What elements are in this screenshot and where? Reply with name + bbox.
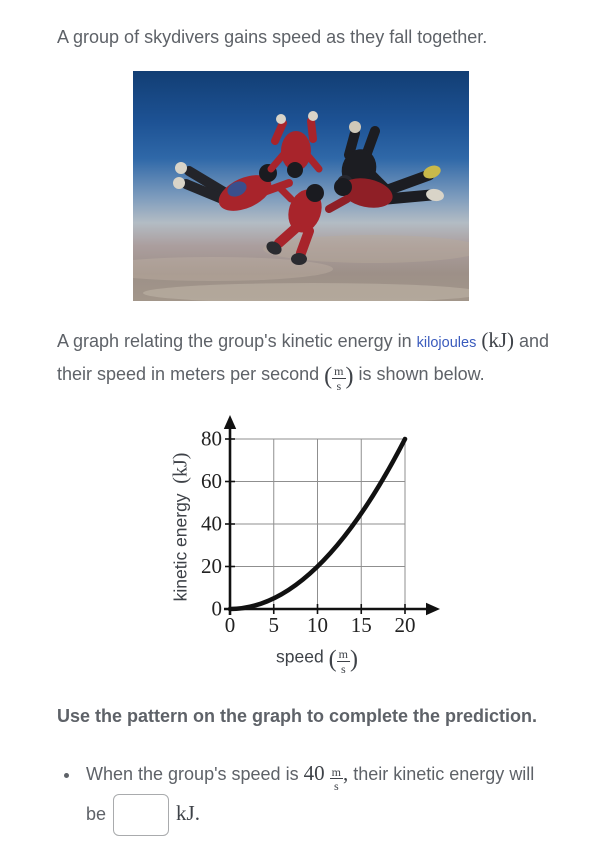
description-before-link: A graph relating the group's kinetic energy in: [57, 331, 412, 351]
svg-text:5: 5: [268, 613, 279, 638]
speed-value: 40: [303, 761, 325, 786]
x-axis-unit: ( $\frac{m}{s}$ ): [328, 646, 358, 676]
kilojoules-link[interactable]: kilojoules: [416, 335, 477, 351]
svg-text:20: 20: [201, 554, 222, 579]
x-axis-arrow: [426, 603, 440, 615]
answer-input[interactable]: [113, 794, 169, 836]
svg-text:15: 15: [350, 613, 372, 638]
svg-text:40: 40: [201, 511, 222, 536]
tick-marks: [225, 439, 405, 614]
svg-text:0: 0: [211, 596, 222, 621]
prediction-after-math: their kinetic energy: [353, 764, 505, 785]
x-axis-label: speed ( $\frac{m}{s}$ ): [276, 646, 358, 676]
svg-text:80: 80: [201, 426, 222, 451]
intro-text: A group of skydivers gains speed as they fall together.: [57, 27, 488, 47]
haze-cloud: [143, 283, 469, 301]
skydivers-illustration: [133, 71, 469, 301]
prediction-before-math: When the group's speed is: [86, 764, 299, 785]
y-tick-labels: [201, 427, 222, 621]
y-axis-label: kinetic energy (kJ): [169, 452, 192, 602]
description-middle: and their speed in meters per second: [57, 331, 550, 384]
math-comma: ,: [342, 761, 349, 786]
x-tick-labels: [225, 613, 416, 637]
prediction-line2: will be: [86, 764, 535, 824]
speed-unit-fraction: $\frac{m}{s}$: [331, 764, 341, 794]
graph-description: [57, 325, 565, 393]
skydiver-top: [271, 111, 319, 178]
svg-text:10: 10: [307, 613, 328, 638]
svg-text:60: 60: [201, 469, 222, 494]
y-axis-arrow: [224, 415, 236, 429]
gridlines: [230, 439, 405, 609]
svg-text:20: 20: [394, 613, 416, 638]
kinetic-energy-graph: [57, 409, 565, 687]
skydivers-photo: [133, 71, 469, 301]
description-after: is shown below.: [358, 364, 485, 384]
kj-unit-after: kJ.: [176, 800, 200, 825]
speed-unit-fraction: ( $\frac{m}{s}$ ): [324, 363, 354, 393]
kj-unit: (kJ): [481, 328, 515, 352]
instruction-text: Use the pattern on the graph to complete the prediction.: [57, 706, 538, 727]
svg-text:0: 0: [224, 613, 236, 638]
prediction-item: [81, 756, 556, 835]
graph-plot-svg: [180, 409, 490, 649]
prediction-list: [57, 756, 565, 835]
y-axis-unit: (kJ): [169, 452, 192, 484]
